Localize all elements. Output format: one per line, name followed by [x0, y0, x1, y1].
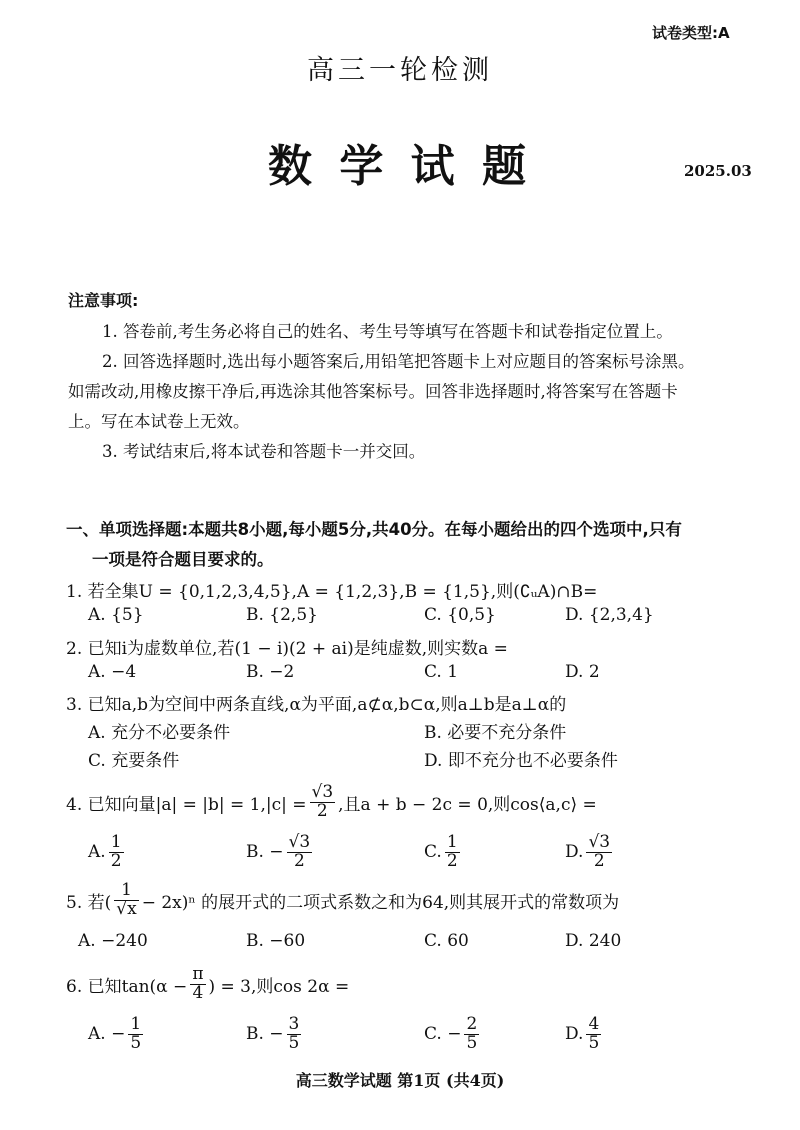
question-4-fraction: [310, 781, 336, 821]
note-item-1: 1. 答卷前,考生务必将自己的姓名、考生号等填写在答题卡和试卷指定位置上。: [102, 322, 673, 341]
option-fraction: [287, 831, 313, 871]
question-5-stem-part-1: 5. 若(: [66, 892, 112, 913]
fraction-denominator: 4: [192, 982, 204, 1003]
option-label: B. −: [246, 842, 284, 862]
option-label: D.: [565, 1024, 584, 1044]
fraction-numerator: 1: [446, 831, 458, 852]
question-2-option-b: B. −2: [246, 662, 295, 682]
exam-name: 高三一轮检测: [307, 55, 493, 86]
fraction-denominator: √x: [116, 898, 137, 919]
option-fraction: [586, 831, 612, 871]
question-4-stem: [66, 778, 597, 826]
question-4-stem-part-1: 4. 已知向量|a| = |b| = 1,|c| =: [66, 794, 307, 815]
section-heading-line-2: 一项是符合题目要求的。: [92, 550, 274, 569]
question-3-option-c: C. 充要条件: [88, 751, 180, 771]
question-6-stem: [66, 960, 349, 1008]
question-5-option-d: D. 240: [565, 931, 622, 951]
question-3-option-b: B. 必要不充分条件: [424, 723, 567, 743]
fraction-numerator: √3: [588, 831, 611, 852]
question-6-stem-part-1: 6. 已知tan(α −: [66, 976, 188, 997]
option-label: C. −: [424, 1024, 462, 1044]
fraction-denominator: 5: [288, 1032, 300, 1053]
question-1-option-c: C. {0,5}: [424, 605, 496, 625]
question-1-option-a: A. {5}: [88, 605, 144, 625]
fraction-numerator: 1: [114, 882, 138, 901]
fraction-numerator: 4: [588, 1013, 600, 1034]
question-6-option-a: [88, 1012, 146, 1056]
fraction-denominator: 2: [110, 850, 122, 871]
question-6-stem-part-2: ) = 3,则cos 2α =: [208, 976, 350, 997]
option-fraction: [464, 1013, 479, 1053]
question-5-option-b: B. −60: [246, 931, 306, 951]
question-4-option-a: [88, 830, 127, 874]
question-6-option-c: [424, 1012, 482, 1056]
fraction-denominator: 2: [593, 850, 605, 871]
exam-date: 2025.03: [684, 162, 752, 180]
question-6-fraction: [190, 963, 205, 1003]
question-5-stem-part-2: − 2x)ⁿ 的展开式的二项式系数之和为64,则其展开式的常数项为: [141, 892, 620, 913]
question-2-option-c: C. 1: [424, 662, 459, 682]
note-item-2-line-1: 2. 回答选择题时,选出每小题答案后,用铅笔把答题卡上对应题目的答案标号涂黑。: [102, 352, 695, 371]
option-label: C.: [424, 842, 442, 862]
section-heading-line-1: 一、单项选择题:本题共8小题,每小题5分,共40分。在每小题给出的四个选项中,只有: [66, 520, 682, 539]
fraction-numerator: 2: [466, 1013, 478, 1034]
option-label: A. −: [88, 1024, 126, 1044]
option-label: A.: [88, 842, 106, 862]
option-fraction: [586, 1013, 601, 1053]
question-4-option-d: [565, 830, 615, 874]
question-1-stem: 1. 若全集U = {0,1,2,3,4,5},A = {1,2,3},B = {1,5},则(∁ᵤA)∩B=: [66, 582, 598, 602]
question-5-stem: [66, 876, 619, 924]
question-4-stem-part-2: ,且a + b − 2c = 0,则cos⟨a,c⟩ =: [338, 794, 597, 815]
fraction-numerator: √3: [288, 831, 311, 852]
fraction-numerator: √3: [311, 781, 334, 802]
question-5-option-a: A. −240: [78, 931, 148, 951]
question-2-option-a: A. −4: [88, 662, 137, 682]
fraction-denominator: 5: [588, 1032, 600, 1053]
question-1-option-d: D. {2,3,4}: [565, 605, 654, 625]
question-6-option-d: [565, 1012, 604, 1056]
page-footer: 高三数学试题 第1页 (共4页): [295, 1071, 505, 1090]
option-fraction: [128, 1013, 143, 1053]
question-4-option-b: [246, 830, 315, 874]
question-6-option-b: [246, 1012, 304, 1056]
fraction-denominator: 2: [446, 850, 458, 871]
question-5-option-c: C. 60: [424, 931, 469, 951]
question-5-fraction: [114, 879, 138, 919]
question-4-option-c: [424, 830, 463, 874]
note-item-3: 3. 考试结束后,将本试卷和答题卡一并交回。: [102, 442, 426, 461]
subject-title: 数 学 试 题: [268, 141, 532, 192]
fraction-numerator: 1: [110, 831, 122, 852]
paper-type: 试卷类型:A: [652, 24, 730, 42]
question-2-option-d: D. 2: [565, 662, 600, 682]
fraction-denominator: 2: [293, 850, 305, 871]
fraction-denominator: 5: [466, 1032, 478, 1053]
question-3-option-d: D. 即不充分也不必要条件: [424, 751, 618, 771]
question-3-stem: 3. 已知a,b为空间中两条直线,α为平面,a⊄α,b⊂α,则a⊥b是a⊥α的: [66, 695, 567, 715]
option-label: B. −: [246, 1024, 284, 1044]
note-item-2-line-2: 如需改动,用橡皮擦干净后,再选涂其他答案标号。回答非选择题时,将答案写在答题卡: [68, 382, 678, 401]
fraction-numerator: 3: [288, 1013, 300, 1034]
option-fraction: [109, 831, 124, 871]
question-2-stem: 2. 已知i为虚数单位,若(1 − i)(2 + ai)是纯虚数,则实数a =: [66, 639, 508, 659]
fraction-denominator: 2: [316, 800, 328, 821]
fraction-denominator: 5: [130, 1032, 142, 1053]
fraction-numerator: 1: [130, 1013, 142, 1034]
question-1-option-b: B. {2,5}: [246, 605, 318, 625]
option-fraction: [287, 1013, 302, 1053]
fraction-numerator: π: [192, 963, 204, 984]
notes-title: 注意事项:: [68, 291, 139, 310]
option-label: D.: [565, 842, 584, 862]
note-item-2-line-3: 上。写在本试卷上无效。: [68, 412, 250, 431]
question-3-option-a: A. 充分不必要条件: [88, 723, 231, 743]
option-fraction: [445, 831, 460, 871]
